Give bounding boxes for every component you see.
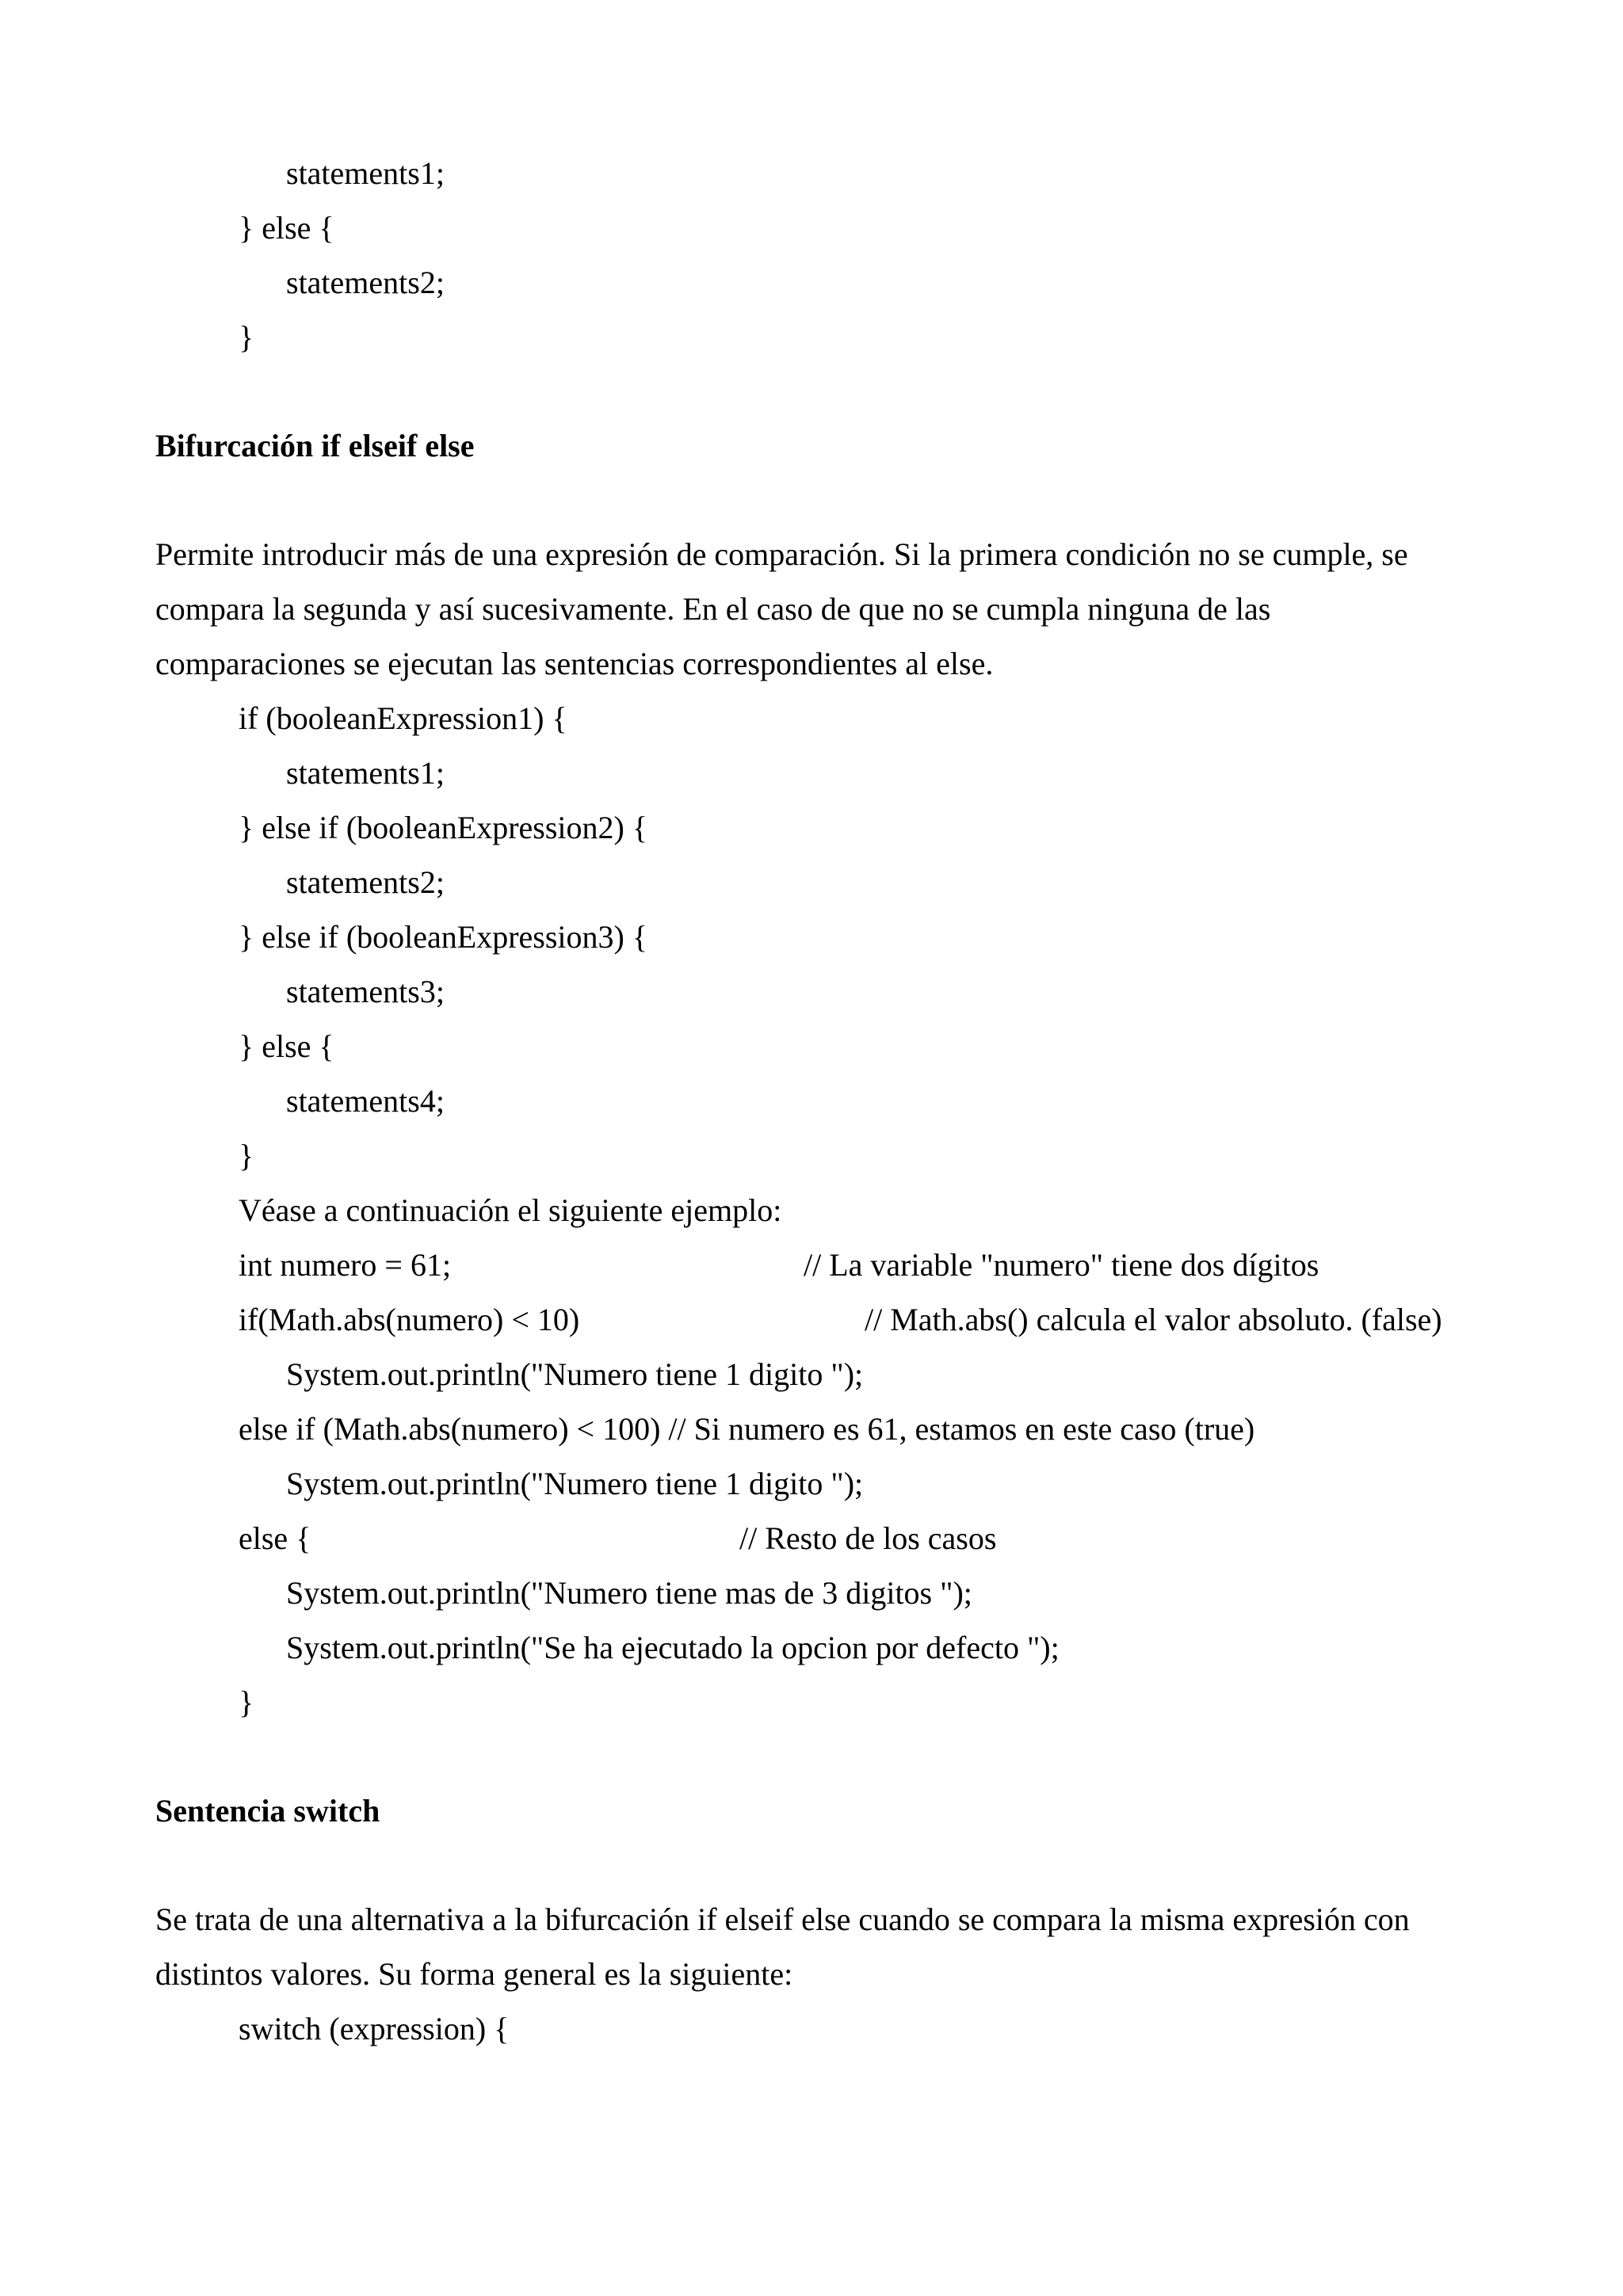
code-line: } else { [239,210,334,246]
example-comment: // Resto de los casos [739,1520,997,1556]
example-code-line: int numero = 61; [239,1247,452,1283]
example-comment: // La variable "numero" tiene dos dígitos [804,1247,1319,1283]
code-line: statements1; [286,755,445,791]
example-code-line: } [239,1684,254,1720]
section-heading: Bifurcación if elseif else [155,428,475,463]
example-code-line: System.out.println("Numero tiene 1 digito "); [286,1356,864,1392]
paragraph-line: compara la segunda y así sucesivamente. En el caso de que no se cumpla ninguna de las [155,591,1271,627]
example-intro: Véase a continuación el siguiente ejemplo: [239,1192,782,1228]
example-code-line: System.out.println("Numero tiene 1 digito "); [286,1466,864,1501]
paragraph-line: comparaciones se ejecutan las sentencias correspondientes al else. [155,646,994,681]
example-code-line: else { [239,1520,311,1556]
code-line: statements4; [286,1083,445,1119]
example-code-line: System.out.println("Numero tiene mas de 3 digitos "); [286,1575,972,1611]
code-line: } else { [239,1028,334,1064]
code-line: statements3; [286,974,445,1009]
code-line: statements2; [286,864,445,900]
code-line: if (booleanExpression1) { [239,700,567,736]
example-code-line: if(Math.abs(numero) < 10) [239,1302,580,1337]
code-line: } [239,319,254,355]
paragraph-line: distintos valores. Su forma general es la siguiente: [155,1956,793,1992]
code-line: statements2; [286,265,445,300]
code-line: } else if (booleanExpression2) { [239,810,648,845]
code-line: statements1; [286,155,445,191]
example-code-line: else if (Math.abs(numero) < 100) // Si numero es 61, estamos en este caso (true) [239,1411,1255,1447]
code-line: } [239,1138,254,1173]
example-code-line: System.out.println("Se ha ejecutado la opcion por defecto "); [286,1630,1060,1665]
section-heading: Sentencia switch [155,1793,380,1829]
example-comment: // Math.abs() calcula el valor absoluto. (false) [865,1302,1442,1337]
paragraph-line: Permite introducir más de una expresión de comparación. Si la primera condición no se cumple, se [155,536,1408,572]
code-line: switch (expression) { [239,2011,510,2046]
paragraph-line: Se trata de una alternativa a la bifurcación if elseif else cuando se compara la misma expresión con [155,1901,1410,1937]
code-line: } else if (booleanExpression3) { [239,919,648,955]
